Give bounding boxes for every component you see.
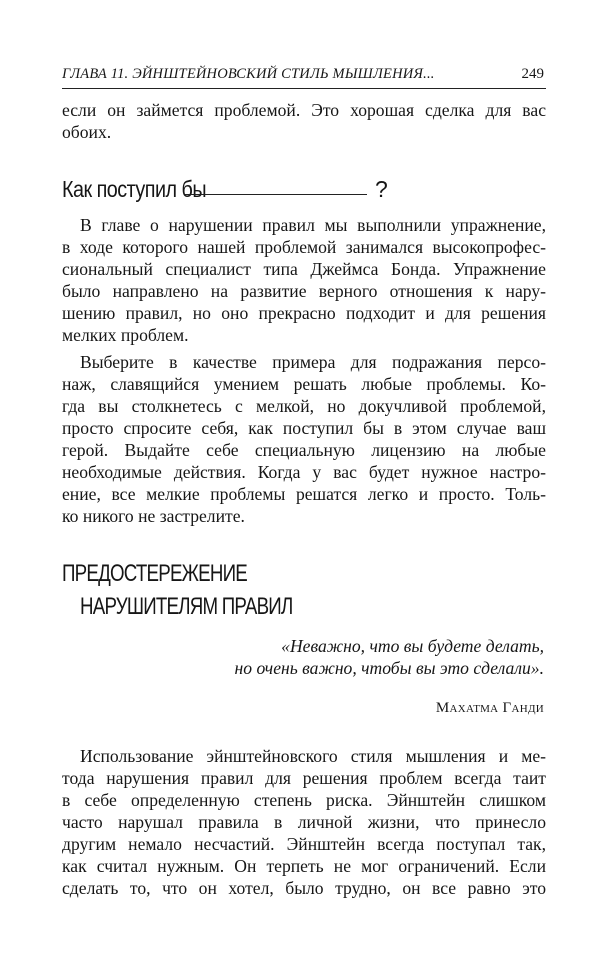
text-line: в себе определенную степень риска. Эйнштейн слишком (62, 790, 546, 810)
epigraph-attribution: Махатма Ганди (435, 700, 544, 716)
text-line: шению правил, но оно прекрасно подходит и для решения (62, 303, 546, 323)
text-line: ение, все мелкие проблемы решатся легко и просто. Толь- (62, 484, 546, 504)
epigraph-line: но очень важно, чтобы вы это сделали». (234, 658, 544, 678)
text-line: Выберите в качестве примера для подражания персо- (80, 352, 546, 372)
running-title: ГЛАВА 11. ЭЙНШТЕЙНОВСКИЙ СТИЛЬ МЫШЛЕНИЯ... (62, 66, 435, 82)
section-heading-warning-line1: ПРЕДОСТЕРЕЖЕНИЕ (62, 560, 247, 587)
text-line: другим немало несчастий. Эйнштейн всегда поступал так, (62, 834, 546, 854)
page-number: 249 (521, 66, 544, 82)
text-line: часто нарушал правила в личной жизни, что принесло (62, 812, 546, 832)
text-line: как считал нужным. Он терпеть не мог ограничений. Если (62, 856, 546, 876)
text-line: ко никого не застрелите. (62, 506, 245, 526)
text-line: если он займется проблемой. Это хорошая сделка для вас (62, 100, 546, 120)
text-line: мелких проблем. (62, 325, 189, 345)
text-line: герой. Выдайте себе специальную лицензию на любые (62, 440, 546, 460)
text-line: обоих. (62, 122, 112, 142)
text-line: гда вы столкнетесь с мелкой, но докучливой проблемой, (62, 396, 546, 416)
heading-question-mark: ? (375, 176, 388, 202)
running-header (62, 66, 546, 89)
text-line: сиональный специалист типа Джеймса Бонда. Упражнение (62, 259, 546, 279)
text-line: В главе о нарушении правил мы выполнили упражнение, (80, 215, 546, 235)
text-line: сделать то, что он хотел, было трудно, он все равно это (62, 878, 546, 898)
text-line: наж, славящийся умением решать любые проблемы. Ко- (62, 374, 546, 394)
text-line: в ходе которого нашей проблемой занимался высокопрофес- (62, 237, 546, 257)
text-line: тода нарушения правил для решения проблем всегда таит (62, 768, 546, 788)
text-line: необходимые действия. Когда у вас будет нужное настро- (62, 462, 546, 482)
text-line: Использование эйнштейновского стиля мышления и ме- (80, 746, 546, 766)
epigraph-line: «Неважно, что вы будете делать, (281, 636, 544, 656)
text-line: было направлено на развитие верного отношения к нару- (62, 281, 546, 301)
section-heading-how-would: Как поступил бы (62, 176, 207, 202)
heading-blank-line (185, 194, 367, 195)
text-line: просто спросите себя, как поступил бы в этом случае ваш (62, 418, 546, 438)
section-heading-warning-line2: НАРУШИТЕЛЯМ ПРАВИЛ (80, 593, 293, 620)
